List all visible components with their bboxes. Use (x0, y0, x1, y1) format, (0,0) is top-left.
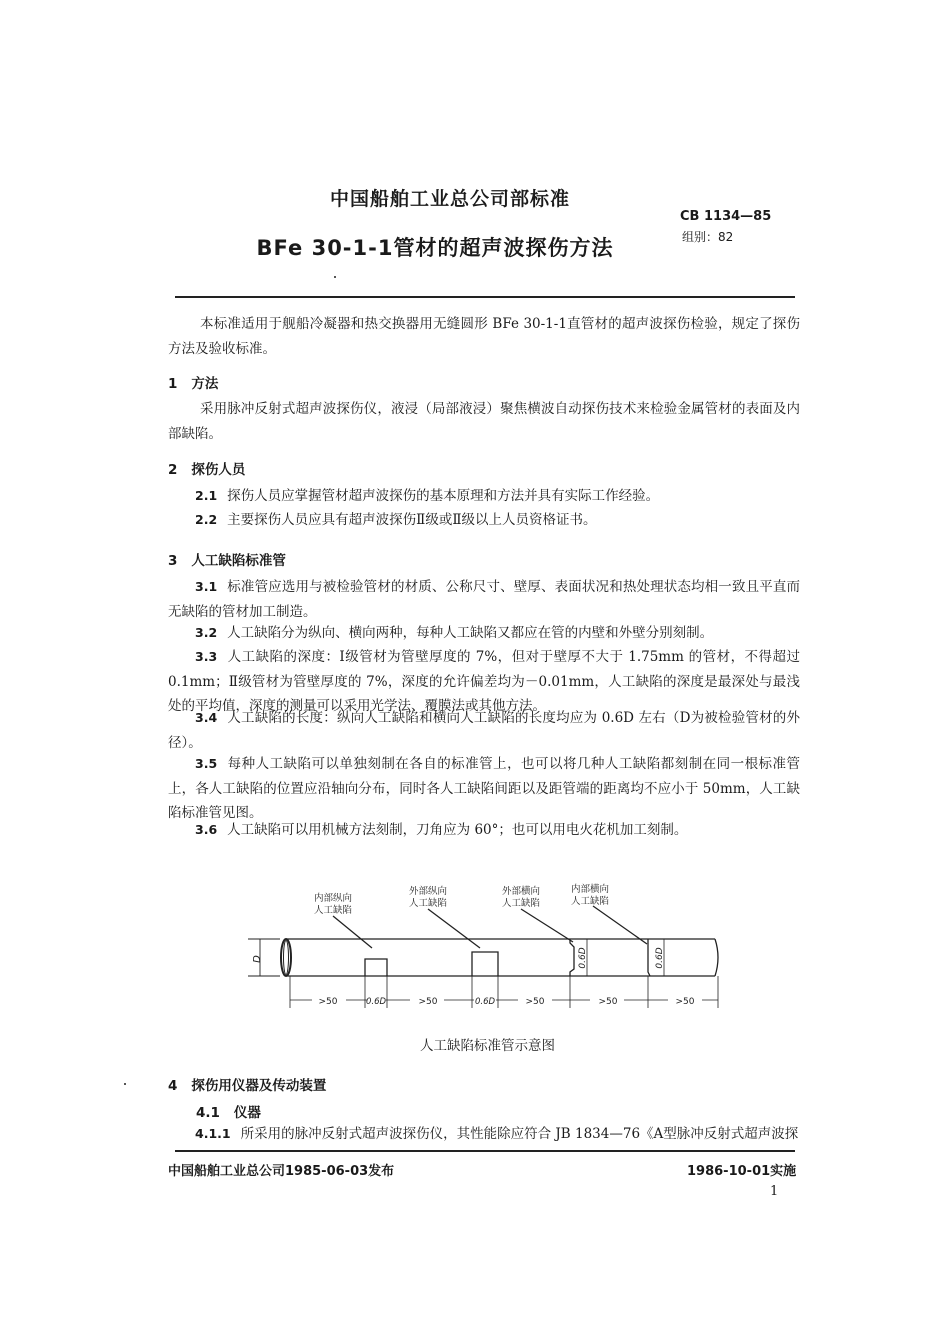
leader-line (521, 909, 573, 942)
clause-text: 每种人工缺陷可以单独刻制在各自的标准管上，也可以将几种人工缺陷都刻制在同一根标准管上，各人工缺陷的位置应沿轴向分布，同时各人工缺陷间距以及距管端的距离均不应小于 50mm，人工缺陷标准管见图。 (168, 756, 800, 821)
spacing-label: >50 (418, 997, 438, 1007)
notch-length-label: 0.6D (474, 997, 496, 1007)
clause-number: 2.2 (195, 512, 218, 527)
publication-info: 中国船舶工业总公司1985-06-03发布 (168, 1164, 395, 1179)
page-number: 1 (770, 1184, 779, 1199)
clause-text: 人工缺陷的深度：Ⅰ级管材为管壁厚度的 7%，但对于壁厚不大于 1.75mm 的管材，不得超过 0.1mm；Ⅱ级管材为管壁厚度的 7%，深度的允许偏差均为－0.01mm，人工缺陷的深度是最深处与最浅处的平均值，深度的测量可以采用光学法、覆膜法或其他方法。 (168, 649, 800, 714)
clause-3-4 (168, 706, 800, 755)
clause-number: 3.4 (195, 710, 218, 725)
section-number: 1 (168, 376, 178, 392)
clause-3-6 (168, 818, 800, 843)
section-3-heading (168, 549, 286, 569)
organization-heading: 中国船舶工业总公司部标准 (329, 188, 570, 210)
footer-divider (175, 1150, 795, 1152)
standard-code: CB 1134—85 (680, 209, 772, 224)
subsection-number: 4.1 (196, 1105, 220, 1121)
section-4-heading (168, 1074, 326, 1094)
subsection-4-1-heading (196, 1101, 261, 1121)
intro-paragraph: 本标准适用于舰船冷凝器和热交换器用无缝圆形 BFe 30-1-1直管材的超声波探伤检验，规定了探伤方法及验收标准。 (168, 316, 800, 357)
clause-text: 人工缺陷的长度：纵向人工缺陷和横向人工缺陷的长度均应为 0.6D 左右（D为被检验管材的外径）。 (168, 710, 800, 751)
clause-number: 3.3 (195, 649, 218, 664)
figure-caption: 人工缺陷标准管示意图 (420, 1038, 555, 1054)
spacing-label: >50 (675, 997, 695, 1007)
label-outer-trans-2: 人工缺陷 (501, 898, 541, 909)
section-title: 人工缺陷标准管 (191, 553, 286, 569)
label-outer-long-1: 外部纵向 (408, 886, 448, 897)
subsection-title: 仪器 (233, 1105, 261, 1121)
leader-line (333, 916, 372, 948)
clause-text: 所采用的脉冲反射式超声波探伤仪，其性能除应符合 JB 1834—76《A型脉冲反射式超声波探 (240, 1126, 799, 1142)
clause-3-2 (168, 621, 800, 646)
section-title: 探伤用仪器及传动装置 (191, 1078, 327, 1094)
tube-end-right (715, 939, 718, 976)
notch-length-label: 0.6D (655, 947, 665, 969)
leader-line (428, 909, 480, 948)
clause-3-1 (168, 575, 800, 624)
diameter-label: D (252, 955, 263, 963)
clause-3-5 (168, 752, 800, 826)
clause-text: 人工缺陷可以用机械方法刻制，刀角应为 60°；也可以用电火花机加工刻制。 (227, 822, 688, 838)
label-outer-long-2: 人工缺陷 (408, 898, 448, 909)
scan-speck (334, 276, 336, 278)
implementation-date: 1986-10-01实施 (687, 1164, 797, 1179)
notch-length-label: 0.6D (365, 997, 387, 1007)
clause-2-2 (168, 508, 800, 533)
outer-longitudinal-notch (472, 952, 498, 976)
clause-number: 3.2 (195, 625, 218, 640)
clause-4-1-1 (168, 1122, 800, 1147)
label-inner-trans-2: 人工缺陷 (570, 896, 610, 907)
section-title: 方法 (191, 376, 219, 392)
tube-end-left (281, 939, 291, 976)
section-number: 4 (168, 1078, 178, 1094)
clause-text: 人工缺陷分为纵向、横向两种，每种人工缺陷又都应在管的内壁和外壁分别刻制。 (227, 625, 714, 641)
section-number: 2 (168, 462, 178, 478)
tube-end-inner (284, 941, 289, 975)
section-1-text: 采用脉冲反射式超声波探伤仪，液浸（局部液浸）聚焦横波自动探伤技术来检验金属管材的表面及内部缺陷。 (168, 401, 800, 442)
standard-tube-figure (240, 876, 740, 1026)
clause-number: 2.1 (195, 488, 218, 503)
clause-text: 标准管应选用与被检验管材的材质、公称尺寸、壁厚、表面状况和热处理状态均相一致且平直而无缺陷的管材加工制造。 (168, 579, 800, 620)
inner-transverse-notch (648, 939, 650, 976)
clause-number: 4.1.1 (195, 1126, 231, 1141)
document-title: BFe 30-1-1管材的超声波探伤方法 (256, 236, 614, 260)
clause-2-1 (168, 484, 800, 509)
spacing-label: >50 (318, 997, 338, 1007)
section-1-heading (168, 372, 218, 392)
header-divider (175, 296, 795, 298)
label-outer-trans-1: 外部横向 (501, 886, 541, 897)
notch-length-label: 0.6D (578, 947, 588, 969)
outer-transverse-notch (570, 939, 574, 976)
group-number: 组别：82 (682, 230, 734, 244)
clause-text: 主要探伤人员应具有超声波探伤Ⅱ级或Ⅱ级以上人员资格证书。 (227, 512, 597, 528)
section-number: 3 (168, 553, 178, 569)
label-inner-trans-1: 内部横向 (570, 884, 610, 895)
section-2-heading (168, 458, 245, 478)
spacing-label: >50 (525, 997, 545, 1007)
section-title: 探伤人员 (191, 462, 246, 478)
spacing-label: >50 (598, 997, 618, 1007)
inner-longitudinal-notch (365, 959, 387, 976)
clause-text: 探伤人员应掌握管材超声波探伤的基本原理和方法并具有实际工作经验。 (227, 488, 660, 504)
tube-body (286, 939, 715, 976)
clause-number: 3.6 (195, 822, 218, 837)
scan-speck (124, 1083, 126, 1085)
clause-number: 3.5 (195, 756, 218, 771)
leader-line (593, 906, 647, 944)
clause-number: 3.1 (195, 579, 218, 594)
label-inner-long-2: 人工缺陷 (313, 905, 353, 916)
label-inner-long-1: 内部纵向 (313, 893, 353, 904)
